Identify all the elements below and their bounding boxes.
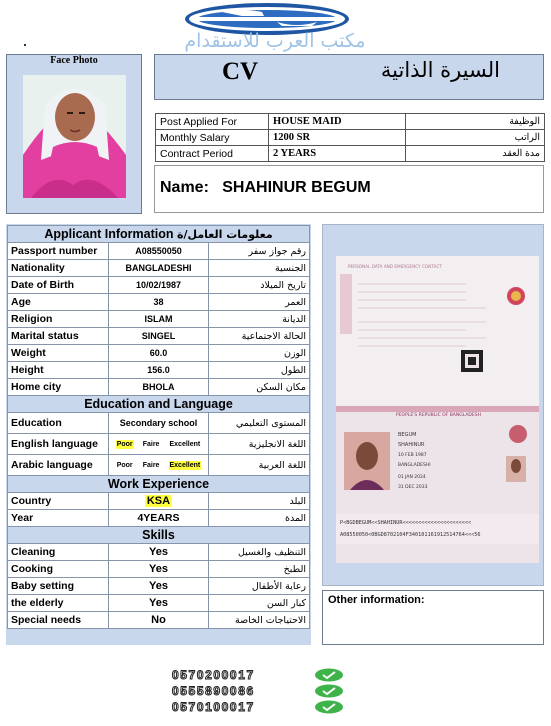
row-label: Passport number bbox=[8, 243, 109, 260]
name-label: Name: bbox=[160, 179, 209, 196]
row-label-arabic: الجنسية bbox=[209, 260, 310, 277]
education-heading-row bbox=[8, 396, 310, 413]
job-label: Post Applied For bbox=[156, 114, 269, 130]
job-value: HOUSE MAID bbox=[269, 114, 406, 130]
row-value: A08550050 bbox=[108, 243, 209, 260]
row-label-arabic: الطول bbox=[209, 362, 310, 379]
level-excellent: Excellent bbox=[169, 461, 201, 469]
row-label: Education bbox=[8, 413, 109, 434]
job-row bbox=[156, 146, 545, 162]
passport-issue: 01 JAN 2024 bbox=[398, 475, 426, 480]
row-value: Yes bbox=[108, 561, 209, 578]
experience-heading: Work Experience bbox=[8, 476, 310, 493]
job-label-arabic: الراتب bbox=[406, 130, 545, 146]
row-label: Height bbox=[8, 362, 109, 379]
row-value: Secondary school bbox=[108, 413, 209, 434]
agency-name-logo-text: مكتب العرب للاستقدام bbox=[184, 30, 366, 52]
row-label: Cleaning bbox=[8, 544, 109, 561]
language-row bbox=[8, 434, 310, 455]
row-label: Cooking bbox=[8, 561, 109, 578]
experience-row bbox=[8, 493, 310, 510]
country-value: KSA bbox=[146, 495, 171, 507]
row-value: Yes bbox=[108, 578, 209, 595]
row-label-arabic: الطبخ bbox=[209, 561, 310, 578]
row-value: SINGEL bbox=[108, 328, 209, 345]
passport-surname: BEGUM bbox=[398, 432, 417, 438]
row-label: Arabic language bbox=[8, 455, 109, 476]
row-label: Age bbox=[8, 294, 109, 311]
name-value: SHAHINUR BEGUM bbox=[222, 179, 371, 196]
row-value: 10/02/1987 bbox=[108, 277, 209, 294]
language-levels bbox=[108, 434, 209, 455]
row-value: 156.0 bbox=[108, 362, 209, 379]
row-label-arabic: تاريخ الميلاد bbox=[209, 277, 310, 294]
dot-mark bbox=[24, 44, 26, 46]
row-label: Baby setting bbox=[8, 578, 109, 595]
row-label-arabic: اللغة العربية bbox=[209, 455, 310, 476]
skill-row bbox=[8, 561, 310, 578]
passport-mrz-line1: P<BGDBEGUM<<SHAHINUR<<<<<<<<<<<<<<<<<<<<<< bbox=[340, 520, 472, 526]
education-row bbox=[8, 413, 310, 434]
language-levels bbox=[108, 455, 209, 476]
applicant-row bbox=[8, 243, 310, 260]
skill-row bbox=[8, 578, 310, 595]
row-label-arabic: التنظيف والغسيل bbox=[209, 544, 310, 561]
row-label-arabic: الوزن bbox=[209, 345, 310, 362]
row-label: the elderly bbox=[8, 595, 109, 612]
experience-heading-row bbox=[8, 476, 310, 493]
applicant-row bbox=[8, 260, 310, 277]
row-value bbox=[108, 493, 209, 510]
row-label: Weight bbox=[8, 345, 109, 362]
row-label: Year bbox=[8, 510, 109, 527]
applicant-row bbox=[8, 277, 310, 294]
row-label-arabic: الحالة الاجتماعية bbox=[209, 328, 310, 345]
row-label: Religion bbox=[8, 311, 109, 328]
applicant-heading bbox=[8, 226, 310, 243]
row-value: Yes bbox=[108, 544, 209, 561]
skill-row bbox=[8, 612, 310, 629]
row-label: Country bbox=[8, 493, 109, 510]
job-row bbox=[156, 114, 545, 130]
row-label: Date of Birth bbox=[8, 277, 109, 294]
level-poor: Poor bbox=[116, 440, 133, 448]
row-label-arabic: المستوى التعليمي bbox=[209, 413, 310, 434]
row-label-arabic: الاحتياجات الخاصة bbox=[209, 612, 310, 629]
passport-main-title: PEOPLE'S REPUBLIC OF BANGLADESH bbox=[396, 413, 481, 418]
job-label: Monthly Salary bbox=[156, 130, 269, 146]
applicant-heading-ar: معلومات العامل/ة bbox=[177, 228, 273, 241]
passport-dob: 10 FEB 1987 bbox=[398, 453, 427, 458]
applicant-row bbox=[8, 362, 310, 379]
applicant-row bbox=[8, 294, 310, 311]
row-label: Special needs bbox=[8, 612, 109, 629]
passport-expiry: 31 DEC 2033 bbox=[398, 485, 428, 490]
job-details-table bbox=[155, 113, 545, 162]
row-label: Marital status bbox=[8, 328, 109, 345]
education-heading: Education and Language bbox=[8, 396, 310, 413]
phone-number[interactable]: 0555890086 bbox=[172, 684, 255, 698]
job-label-arabic: مدة العقد bbox=[406, 146, 545, 162]
cv-title-english: CV bbox=[222, 58, 259, 85]
level-faire: Faire bbox=[142, 440, 160, 448]
whatsapp-icon bbox=[314, 700, 344, 714]
language-row bbox=[8, 455, 310, 476]
passport-top-title: PERSONAL DATA AND EMERGENCY CONTACT bbox=[348, 264, 442, 269]
passport-mrz-line2: A08550050<0BGD8702104F340101161912514764<<<56 bbox=[340, 532, 481, 538]
applicant-row bbox=[8, 345, 310, 362]
other-info-label: Other information: bbox=[328, 594, 425, 606]
job-value: 1200 SR bbox=[269, 130, 406, 146]
row-value: 60.0 bbox=[108, 345, 209, 362]
applicant-heading-en: Applicant Information bbox=[44, 227, 174, 241]
row-value: ISLAM bbox=[108, 311, 209, 328]
level-excellent: Excellent bbox=[169, 440, 201, 448]
row-label: Home city bbox=[8, 379, 109, 396]
row-label-arabic: المدة bbox=[209, 510, 310, 527]
face-photo-label: Face Photo bbox=[50, 55, 98, 66]
row-label-arabic: العمر bbox=[209, 294, 310, 311]
applicant-name bbox=[160, 179, 371, 197]
row-value: Yes bbox=[108, 595, 209, 612]
whatsapp-icon bbox=[314, 684, 344, 698]
job-label-arabic: الوظيفة bbox=[406, 114, 545, 130]
row-label-arabic: رعاية الأطفال bbox=[209, 578, 310, 595]
row-label-arabic: البلد bbox=[209, 493, 310, 510]
passport-nationality: BANGLADESHI bbox=[398, 463, 431, 468]
face-photo-image bbox=[23, 75, 126, 198]
level-faire: Faire bbox=[142, 461, 160, 469]
phone-number[interactable]: 0570200017 bbox=[172, 668, 255, 682]
level-poor: Poor bbox=[116, 461, 133, 469]
passport-given-name: SHAHINUR bbox=[398, 442, 425, 448]
applicant-row bbox=[8, 379, 310, 396]
phone-number[interactable]: 0570100017 bbox=[172, 700, 255, 714]
cv-title-arabic: السيرة الذاتية bbox=[380, 58, 500, 82]
row-label-arabic: اللغة الانجليزية bbox=[209, 434, 310, 455]
applicant-row bbox=[8, 328, 310, 345]
row-value: 38 bbox=[108, 294, 209, 311]
row-label-arabic: مكان السكن bbox=[209, 379, 310, 396]
skill-row bbox=[8, 595, 310, 612]
skill-row bbox=[8, 544, 310, 561]
row-label: Nationality bbox=[8, 260, 109, 277]
row-value: BANGLADESHI bbox=[108, 260, 209, 277]
row-label-arabic: الديانة bbox=[209, 311, 310, 328]
skills-heading-row bbox=[8, 527, 310, 544]
row-value: No bbox=[108, 612, 209, 629]
job-row bbox=[156, 130, 545, 146]
row-value: 4YEARS bbox=[108, 510, 209, 527]
row-label-arabic: رقم جواز سفر bbox=[209, 243, 310, 260]
row-label: English language bbox=[8, 434, 109, 455]
experience-row bbox=[8, 510, 310, 527]
passport-scan-image bbox=[336, 256, 539, 563]
applicant-heading-row bbox=[8, 226, 310, 243]
row-label-arabic: كبار السن bbox=[209, 595, 310, 612]
applicant-row bbox=[8, 311, 310, 328]
skills-heading: Skills bbox=[8, 527, 310, 544]
row-value: BHOLA bbox=[108, 379, 209, 396]
applicant-table bbox=[7, 225, 310, 629]
whatsapp-icon bbox=[314, 668, 344, 682]
job-value: 2 YEARS bbox=[269, 146, 406, 162]
job-label: Contract Period bbox=[156, 146, 269, 162]
